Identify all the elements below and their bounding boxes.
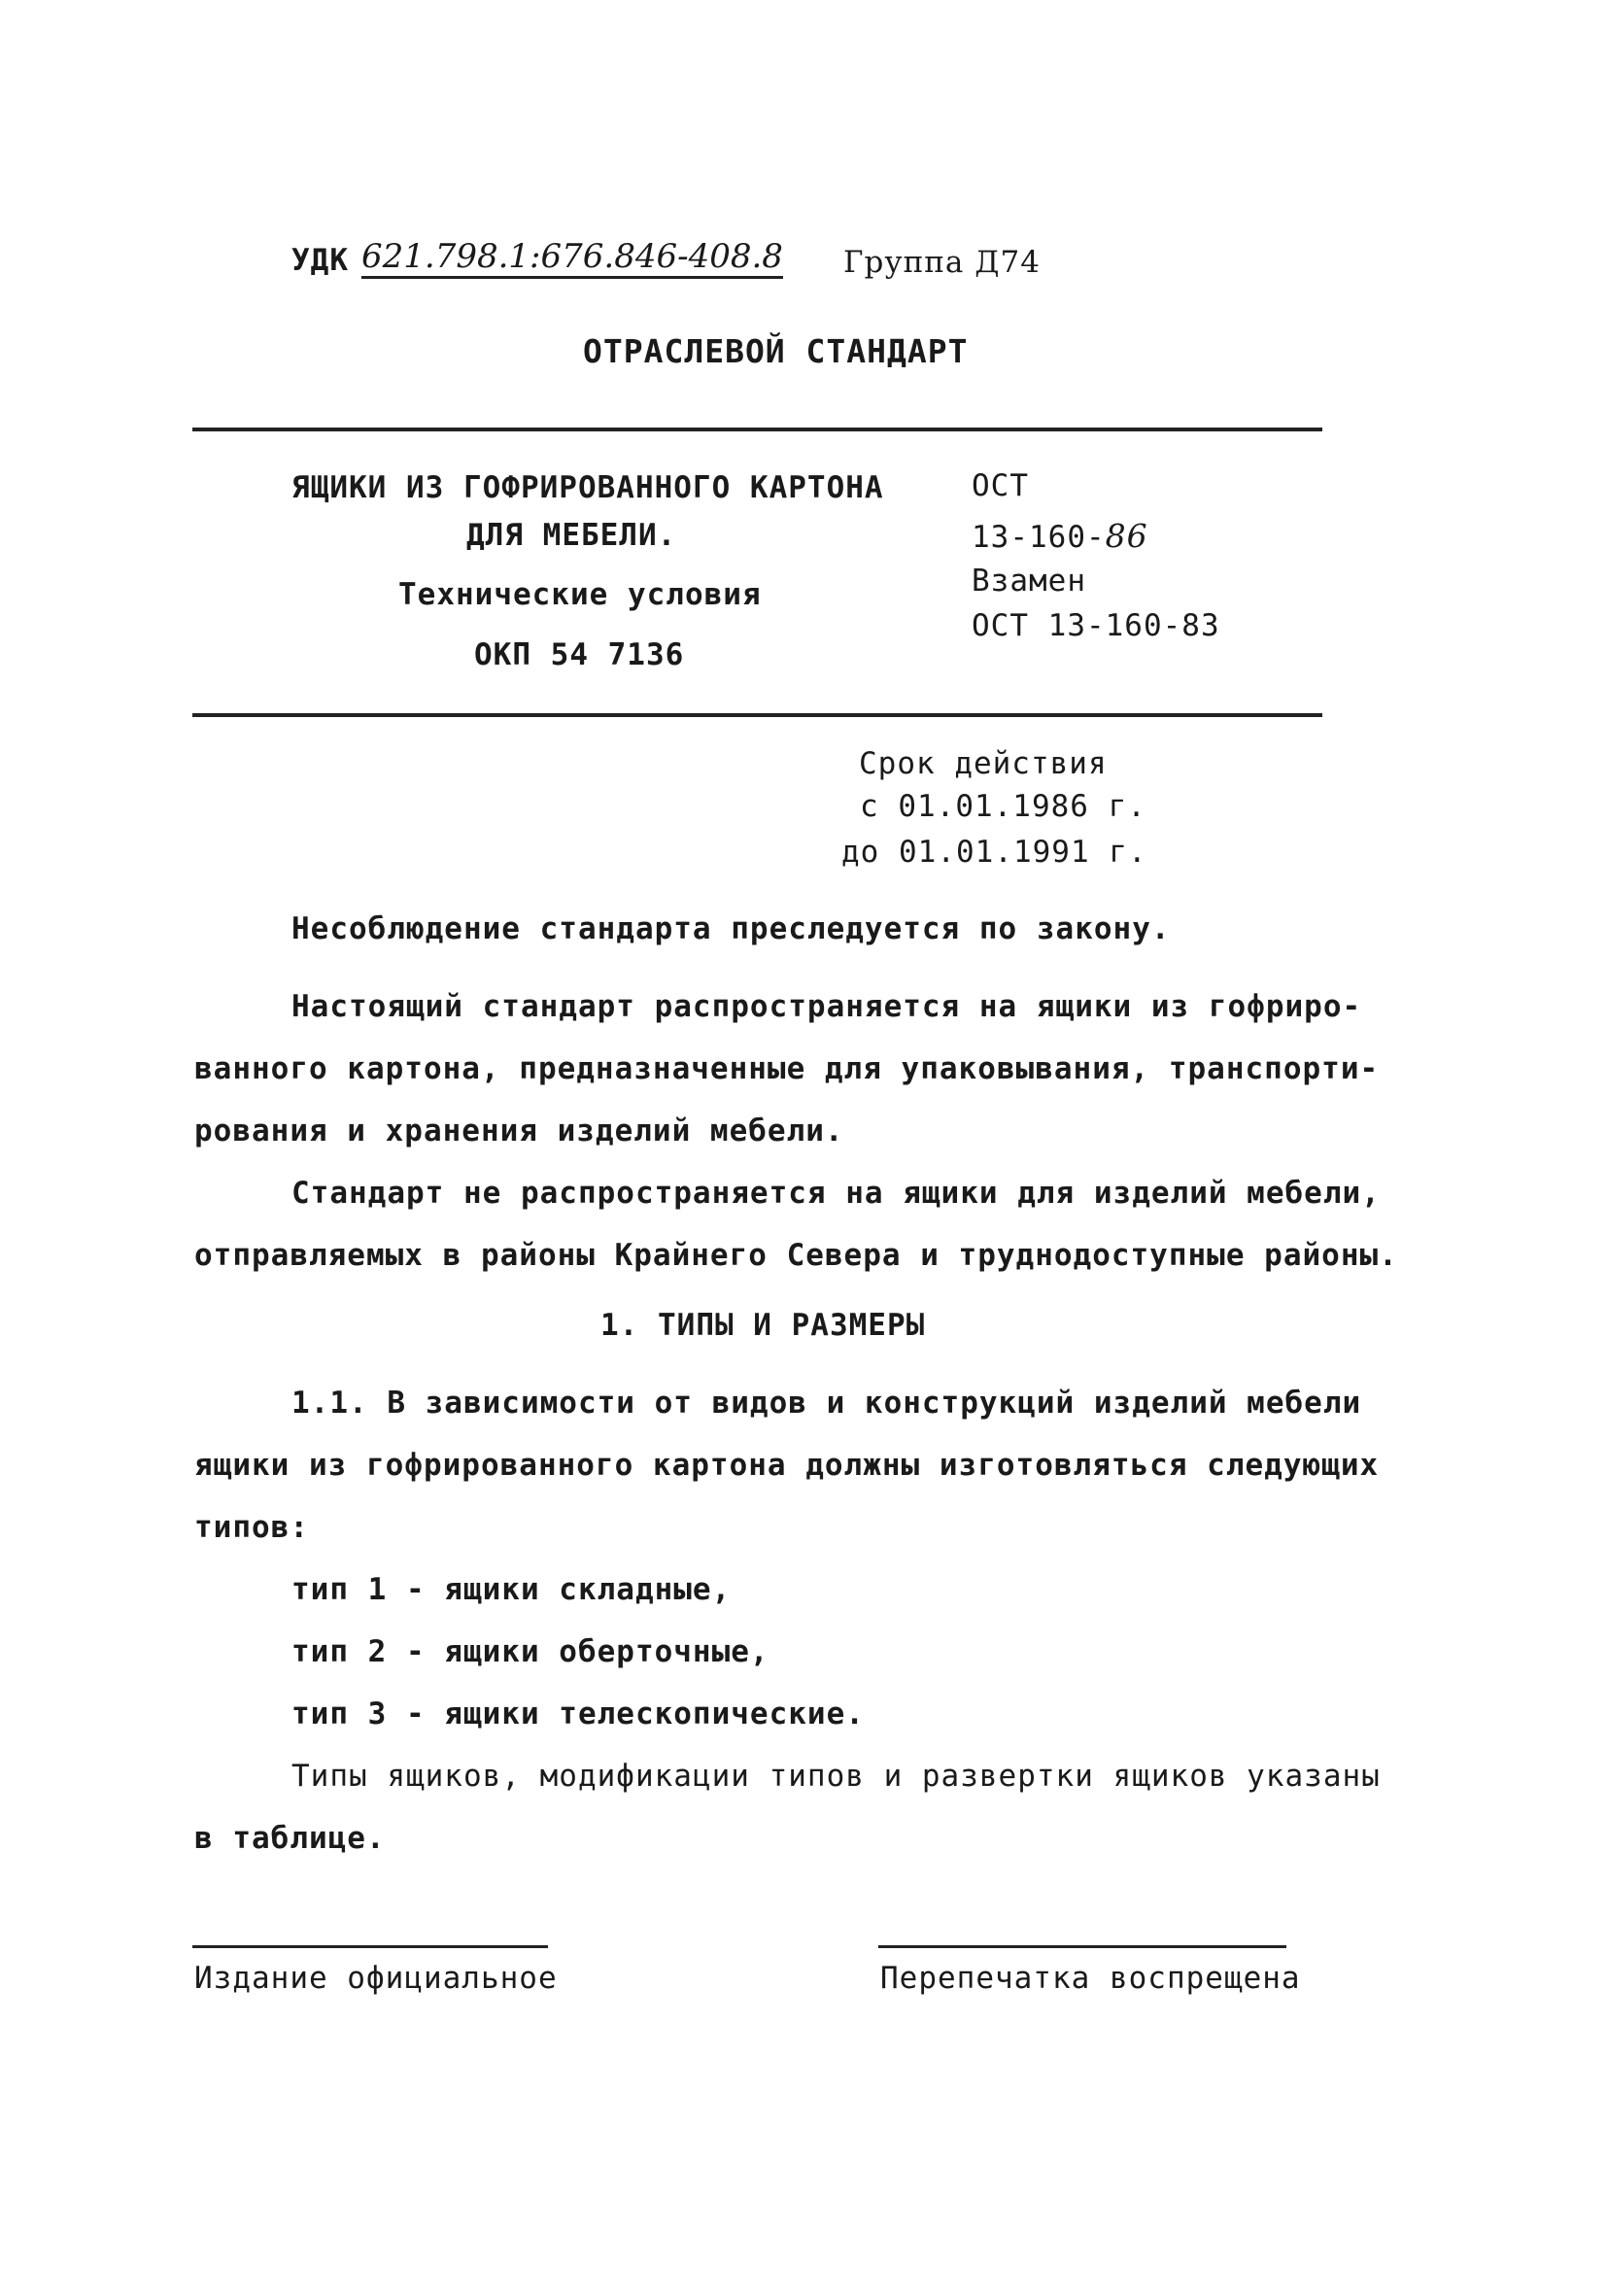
top-divider (192, 428, 1322, 431)
ost-number (972, 517, 1148, 555)
okp-code: ОКП 54 7136 (474, 637, 685, 672)
replaces-label: Взамен (972, 564, 1086, 599)
title-line-1: ЯЩИКИ ИЗ ГОФРИРОВАННОГО КАРТОНА (291, 470, 884, 505)
footer-right-rule (878, 1945, 1286, 1948)
validity-label: Срок действия (859, 746, 1108, 781)
ost-label: ОСТ (972, 468, 1029, 503)
scope-paragraph-line: рования и хранения изделий мебели. (194, 1114, 844, 1148)
types-note-line: в таблице. (194, 1821, 386, 1856)
exclusion-paragraph-line: Стандарт не распространяется на ящики для изделий мебели, (291, 1176, 1381, 1211)
exclusion-paragraph-line: отправляемых в районы Крайнего Севера и труднодоступные районы. (194, 1238, 1398, 1273)
validity-to: до 01.01.1991 г. (841, 835, 1147, 870)
ost-number-year: 86 (1105, 517, 1148, 555)
clause-line: 1.1. В зависимости от видов и конструкций изделий мебели (291, 1386, 1362, 1421)
legal-warning: Несоблюдение стандарта преследуется по закону. (291, 911, 1171, 946)
section-title: 1. ТИПЫ И РАЗМЕРЫ (600, 1308, 926, 1343)
standard-type: ОТРАСЛЕВОЙ СТАНДАРТ (583, 332, 969, 370)
bottom-divider (192, 713, 1322, 717)
footer-reprint-prohibited: Перепечатка воспрещена (880, 1961, 1301, 1996)
scope-paragraph-line: ванного картона, предназначенные для упаковывания, транспорти- (194, 1051, 1380, 1086)
replaces-number: ОСТ 13-160-83 (972, 608, 1220, 643)
footer-left-rule (192, 1945, 548, 1948)
scope-paragraph-line: Настоящий стандарт распространяется на ящики из гофриро- (291, 989, 1362, 1024)
validity-from: с 01.01.1986 г. (860, 789, 1146, 824)
subtitle: Технические условия (398, 577, 762, 612)
group-label: Группа Д74 (843, 245, 1041, 280)
title-line-2: ДЛЯ МЕБЕЛИ. (466, 518, 677, 553)
clause-line: типов: (194, 1510, 309, 1545)
ost-number-prefix: 13-160- (972, 520, 1106, 555)
footer-official-edition: Издание официальное (194, 1961, 558, 1996)
type-item: тип 1 - ящики складные, (291, 1572, 732, 1607)
udk-code: 621.798.1:676.846-408.8 (361, 237, 783, 279)
clause-line: ящики из гофрированного картона должны изготовляться следующих (194, 1448, 1380, 1483)
type-item: тип 3 - ящики телескопические. (291, 1696, 865, 1731)
type-item: тип 2 - ящики оберточные, (291, 1634, 769, 1669)
types-note-line: Типы ящиков, модификации типов и развертки ящиков указаны (291, 1759, 1381, 1794)
udk-label: УДК (291, 243, 349, 278)
